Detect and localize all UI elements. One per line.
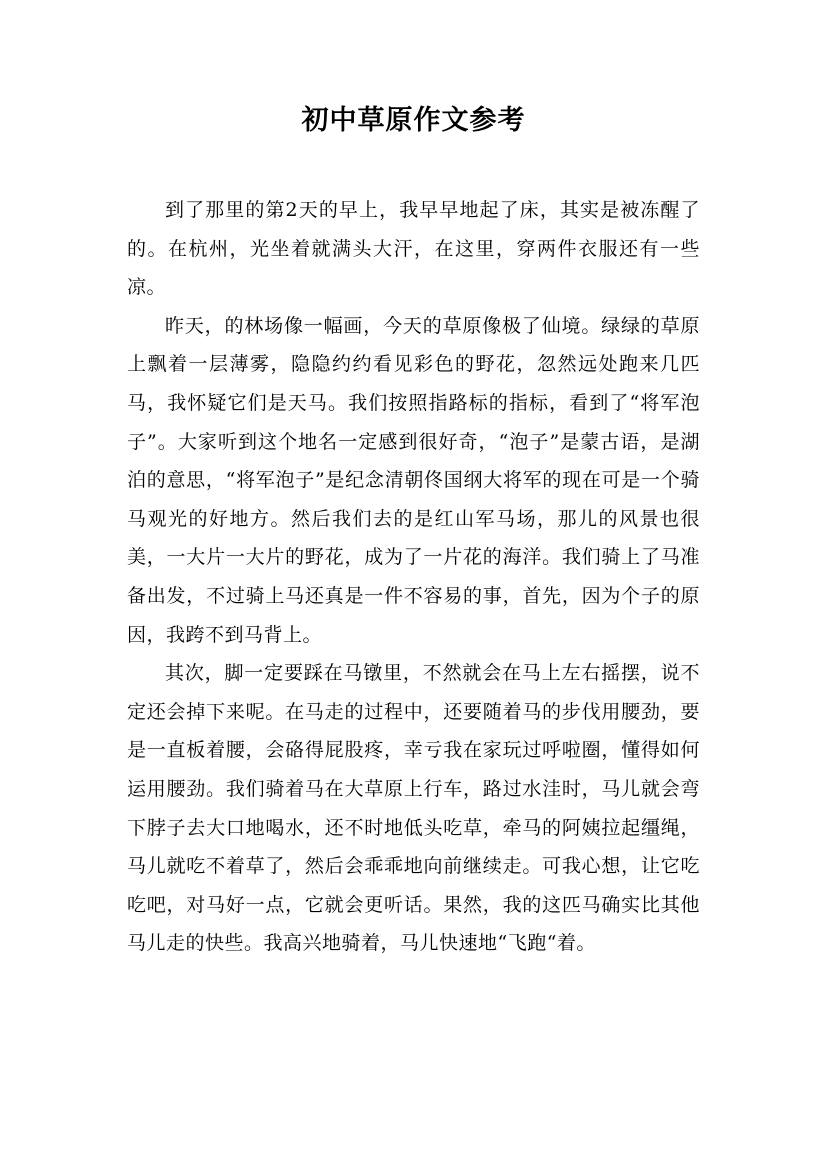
paragraph-3: 其次，脚一定要踩在马镦里，不然就会在马上左右摇摆，说不定还会掉下来呢。在马走的过程中，还要随着马的步伐用腰劲，要是一直板着腰，会硌得屁股疼，幸亏我在家玩过呼啦圈，懂得如何运用腰劲。我们骑着马在大草原上行车，路过水洼时，马儿就会弯下脖子去大口地喝水，还不时地低头吃草，牵马的阿姨拉起缰绳，马儿就吃不着草了，然后会乖乖地向前继续走。可我心想，让它吃吃吧，对马好一点，它就会更听话。果然，我的这匹马确实比其他马儿走的快些。我高兴地骑着，马儿快速地“飞跑“着。 [127, 662, 700, 955]
document-body [127, 191, 700, 963]
paragraph-1: 到了那里的第2天的早上，我早早地起了床，其实是被冻醒了的。在杭州，光坐着就满头大汗，在这里，穿两件衣服还有一些凉。 [127, 199, 700, 299]
document-title: 初中草原作文参考 [301, 105, 526, 136]
paragraph-2: 昨天，的林场像一幅画，今天的草原像极了仙境。绿绿的草原上飘着一层薄雾，隐隐约约看见彩色的野花，忽然远处跑来几匹马，我怀疑它们是天马。我们按照指路标的指标，看到了“将军泡子”。大家听到这个地名一定感到很好奇，“泡子”是蒙古语，是湖泊的意思，“将军泡子”是纪念清朝佟国纲大将军的现在可是一个骑马观光的好地方。然后我们去的是红山军马场，那儿的风景也很美，一大片一大片的野花，成为了一片花的海洋。我们骑上了马准备出发，不过骑上马还真是一件不容易的事，首先，因为个子的原因，我跨不到马背上。 [127, 314, 700, 646]
